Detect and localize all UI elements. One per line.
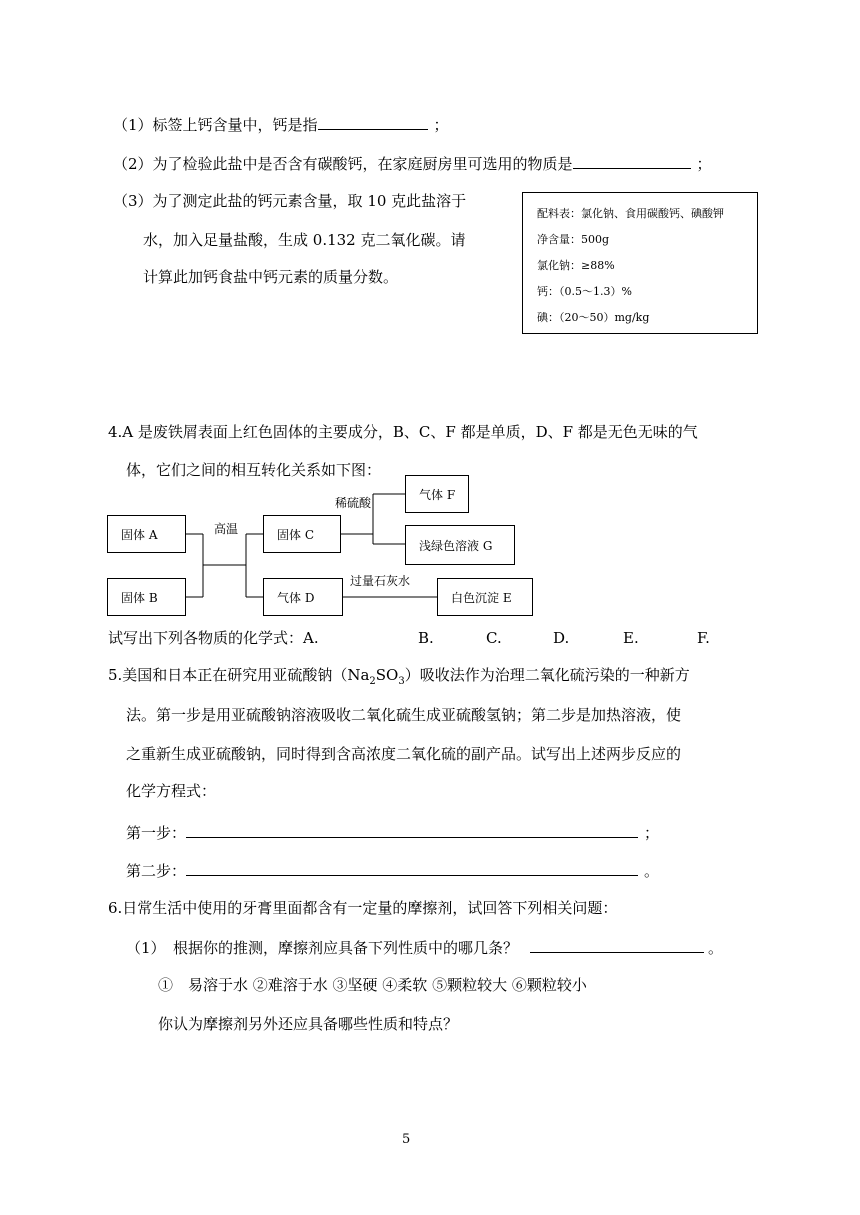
q5-line1 bbox=[108, 665, 690, 692]
q4-answer-f: F. bbox=[697, 629, 710, 647]
node-gas-d-label: 气体 D bbox=[277, 590, 315, 605]
q3-sub1-text: （1）标签上钙含量中，钙是指 bbox=[113, 116, 318, 134]
q4-answer-c: C. bbox=[486, 629, 502, 647]
label-calcium: 钙：（0.5～1.3）% bbox=[537, 285, 632, 298]
node-solid-c-label: 固体 C bbox=[277, 527, 314, 542]
q4-answer-prompt: 试写出下列各物质的化学式：A. bbox=[108, 629, 319, 647]
answer-blank[interactable] bbox=[530, 936, 704, 953]
q5-line1-start: 5.美国和日本正在研究用亚硫酸钠（Na bbox=[108, 666, 370, 684]
q4-line2: 体，它们之间的相互转化关系如下图： bbox=[126, 461, 382, 479]
q5-line2: 法。第一步是用亚硫酸钠溶液吸收二氧化硫生成亚硫酸氢钠；第二步是加热溶液，使 bbox=[126, 706, 682, 724]
node-solid-a-label: 固体 A bbox=[121, 527, 158, 542]
subscript-2: 2 bbox=[369, 676, 376, 687]
q5-step2 bbox=[126, 859, 659, 881]
q6-options: ① 易溶于水 ②难溶于水 ③坚硬 ④柔软 ⑤颗粒较大 ⑥颗粒较小 bbox=[158, 976, 587, 994]
q4-answer-b: B. bbox=[418, 629, 434, 647]
node-solid-b bbox=[107, 578, 186, 616]
q5-line3: 之重新生成亚硫酸钠，同时得到含高浓度二氧化硫的副产品。试写出上述两步反应的 bbox=[126, 745, 682, 763]
answer-blank[interactable] bbox=[186, 859, 638, 876]
q6-followup: 你认为摩擦剂另外还应具备哪些性质和特点？ bbox=[158, 1015, 459, 1033]
node-gas-d bbox=[263, 578, 343, 616]
q4-answer-d: D. bbox=[553, 629, 570, 647]
edge-label-limewater: 过量石灰水 bbox=[350, 574, 411, 588]
q4-line1: 4.A 是废铁屑表面上红色固体的主要成分，B、C、F 都是单质，D、F 都是无色无味的气 bbox=[108, 423, 698, 441]
q5-step1-end: ； bbox=[644, 824, 660, 842]
formula-so: SO bbox=[375, 666, 399, 684]
q5-step2-end: 。 bbox=[644, 862, 660, 880]
q5-line4: 化学方程式： bbox=[126, 782, 217, 800]
q6-sub1-end: 。 bbox=[708, 939, 724, 957]
subscript-3: 3 bbox=[398, 676, 405, 687]
label-sodium-chloride: 氯化钠：≥88% bbox=[537, 259, 615, 272]
q3-sub2-end: ； bbox=[696, 155, 712, 173]
q3-sub1-end: ； bbox=[433, 116, 449, 134]
page-number: 5 bbox=[402, 1132, 411, 1147]
node-gas-f bbox=[405, 475, 469, 513]
label-ingredients: 配料表：氯化钠、食用碳酸钙、碘酸钾 bbox=[537, 207, 724, 220]
label-net-content: 净含量：500g bbox=[537, 233, 610, 246]
node-gas-f-label: 气体 F bbox=[419, 487, 456, 502]
node-precipitate-e bbox=[437, 578, 533, 616]
node-solution-g-label: 浅绿色溶液 G bbox=[419, 538, 493, 553]
q3-sub3-line2: 水，加入足量盐酸，生成 0.132 克二氧化碳。请 bbox=[143, 231, 466, 249]
q5-step2-label: 第二步： bbox=[126, 862, 187, 880]
q5-line1-end: ）吸收法作为治理二氧化硫污染的一种新方 bbox=[404, 666, 690, 684]
q3-sub3-line1: （3）为了测定此盐的钙元素含量，取 10 克此盐溶于 bbox=[113, 192, 467, 210]
q5-step1 bbox=[126, 821, 659, 843]
q6-sub1-text: （1） 根据你的推测，摩擦剂应具备下列性质中的哪几条？ bbox=[126, 939, 519, 957]
node-solid-a bbox=[107, 515, 186, 553]
q6-sub1 bbox=[126, 936, 723, 958]
node-solution-g bbox=[405, 525, 515, 565]
q3-sub2-text: （2）为了检验此盐中是否含有碳酸钙，在家庭厨房里可选用的物质是 bbox=[113, 155, 573, 173]
edge-label-high-temp: 高温 bbox=[214, 522, 239, 536]
q6-line1: 6.日常生活中使用的牙膏里面都含有一定量的摩擦剂，试回答下列相关问题： bbox=[108, 899, 618, 917]
node-precipitate-e-label: 白色沉淀 E bbox=[451, 590, 512, 605]
label-iodine: 碘：（20～50）mg/kg bbox=[537, 311, 650, 324]
answer-blank[interactable] bbox=[186, 821, 638, 838]
node-solid-c bbox=[263, 515, 341, 553]
q4-answer-e: E. bbox=[623, 629, 639, 647]
q5-step1-label: 第一步： bbox=[126, 824, 187, 842]
q3-sub3-line3: 计算此加钙食盐中钙元素的质量分数。 bbox=[143, 268, 399, 286]
edge-label-dilute-acid: 稀硫酸 bbox=[335, 496, 372, 510]
node-solid-b-label: 固体 B bbox=[121, 590, 158, 605]
